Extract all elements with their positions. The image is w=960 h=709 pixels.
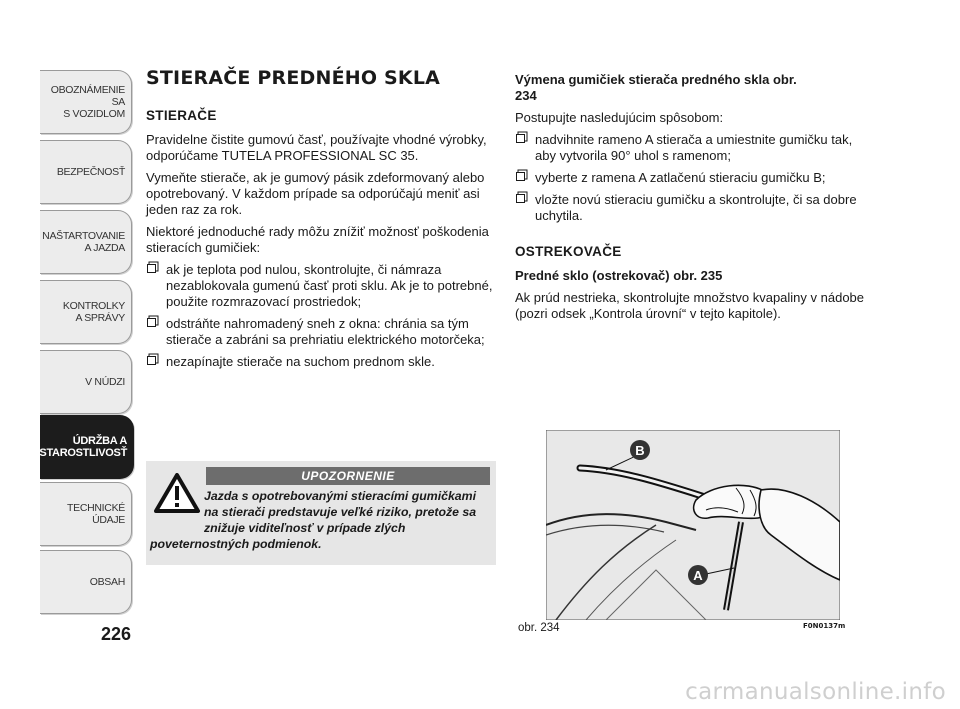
tips-list	[146, 262, 498, 370]
paragraph: Ak prúd nestrieka, skontrolujte množstvo kvapaliny v nádobe (pozri odsek „Kontrola úrovní“ v tejto kapitole).	[515, 290, 865, 321]
left-column	[146, 67, 498, 376]
page-title: STIERAČE PREDNÉHO SKLA	[146, 67, 441, 89]
watermark: carmanualsonline.info	[685, 679, 946, 705]
warning-box	[146, 461, 496, 565]
figure-caption: obr. 234	[518, 622, 560, 634]
figure-wiper-replacement	[546, 430, 840, 620]
tab-technicke[interactable]: TECHNICKÉ ÚDAJE	[40, 482, 132, 546]
warning-header: UPOZORNENIE	[206, 467, 490, 485]
figure-code: F0N0137m	[803, 622, 846, 630]
tab-udrzba[interactable]: ÚDRŽBA A STAROSTLIVOSŤ	[40, 415, 134, 479]
checkbox-bullet-icon	[147, 264, 156, 273]
steps-list	[515, 132, 865, 224]
tab-kontrolky[interactable]: KONTROLKY A SPRÁVY	[40, 280, 132, 344]
label-b: B	[635, 443, 645, 458]
checkbox-bullet-icon	[147, 318, 156, 327]
tab-nastartovanie[interactable]: NAŠTARTOVANIE A JAZDA	[40, 210, 132, 274]
checkbox-bullet-icon	[516, 134, 525, 143]
tab-v-nudzi[interactable]: V NÚDZI	[40, 350, 132, 414]
list-item: vyberte z ramena A zatlačenú stieraciu gumičku B;	[515, 170, 865, 186]
paragraph: Pravidelne čistite gumovú časť, používajte vhodné výrobky, odporúčame TUTELA PROFESSIONAL SC 35.	[146, 132, 487, 163]
paragraph: Vymeňte stierače, ak je gumový pásik zdeformovaný alebo opotrebovaný. V každom prípade sa odporúčajú meniť asi jeden raz za rok.	[146, 170, 485, 217]
tab-obsah[interactable]: OBSAH	[40, 550, 132, 614]
right-column	[515, 72, 865, 328]
tab-oboznamenie[interactable]: OBOZNÁMENIE SA S VOZIDLOM	[40, 70, 132, 134]
section-heading-stierace: STIERAČE	[146, 108, 217, 123]
subsection-heading-predne-sklo: Predné sklo (ostrekovač) obr. 235	[515, 268, 723, 283]
list-item: nadvihnite rameno A stierača a umiestnite gumičku tak, aby vytvorila 90° uhol s ramenom;	[515, 132, 865, 164]
tab-bezpecnost[interactable]: BEZPEČNOSŤ	[40, 140, 132, 204]
checkbox-bullet-icon	[516, 194, 525, 203]
page-number: 226	[100, 624, 132, 644]
list-item: ak je teplota pod nulou, skontrolujte, či námraza nezablokovala gumenú časť proti sklu. Ak je to potrebné, použite rozmrazovací prostriedok;	[146, 262, 498, 310]
paragraph: Postupujte nasledujúcim spôsobom:	[515, 110, 724, 125]
checkbox-bullet-icon	[516, 172, 525, 181]
warning-text: Jazda s opotrebovanými stieracími gumičkami na stierači predstavuje veľké riziko, pretože sa znižuje viditeľnosť v prípade zlých poveternostných podmienok.	[150, 489, 477, 551]
list-item: nezapínajte stierače na suchom prednom skle.	[146, 354, 498, 370]
subsection-heading-vymena: Výmena gumičiek stierača predného skla obr. 234	[515, 72, 797, 103]
list-item: odstráňte nahromadený sneh z okna: chránia sa tým stierače a zabráni sa prehriatiu elektrického motorčeka;	[146, 316, 498, 348]
checkbox-bullet-icon	[147, 356, 156, 365]
wiper-illustration	[546, 430, 840, 620]
label-a: A	[693, 568, 703, 583]
paragraph: Niektoré jednoduché rady môžu znížiť možnosť poškodenia stieracích gumičiek:	[146, 224, 489, 255]
list-item: vložte novú stieraciu gumičku a skontrolujte, či sa dobre uchytila.	[515, 192, 865, 224]
section-heading-ostrekovace: OSTREKOVAČE	[515, 244, 622, 259]
